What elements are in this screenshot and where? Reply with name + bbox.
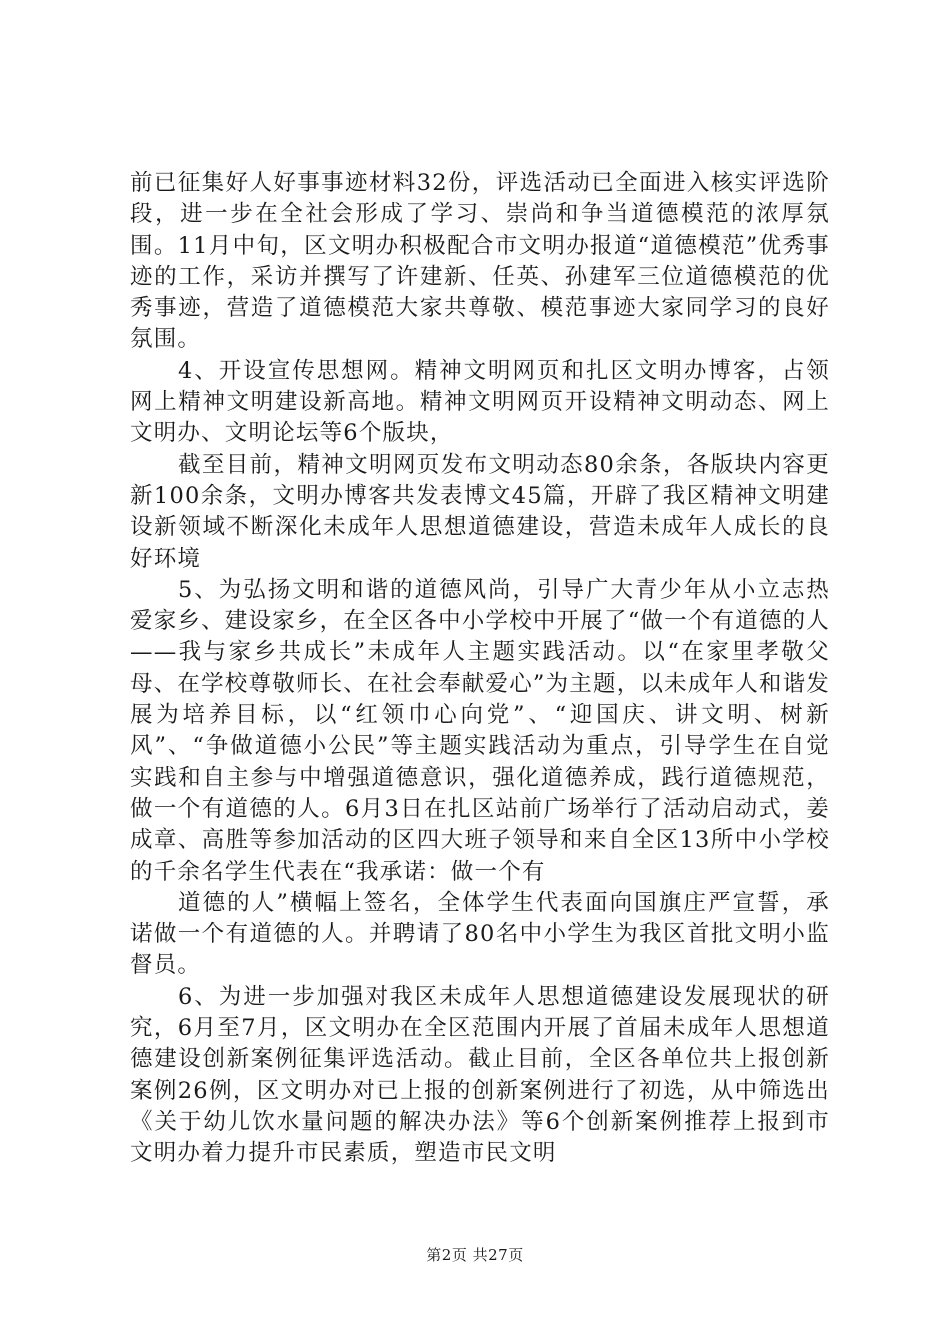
page-number-footer: 第2页 共27页 <box>426 1246 524 1264</box>
paragraph-5: 道德的人”横幅上签名，全体学生代表面向国旗庄严宣誓，承诺做一个有道德的人。并聘请了80名中小学生为我区首批文明小监督员。 <box>130 889 830 979</box>
paragraph-6: 6、为进一步加强对我区未成年人思想道德建设发展现状的研究，6月至7月，区文明办在全区范围内开展了首届未成年人思想道德建设创新案例征集评选活动。截止目前，全区各单位共上报创新案例26例，区文明办对已上报的创新案例进行了初选，从中筛选出《关于幼儿饮水量问题的解决办法》等6个创新案例推荐上报到市文明办着力提升市民素质，塑造市民文明 <box>130 983 830 1167</box>
paragraph-4: 5、为弘扬文明和谐的道德风尚，引导广大青少年从小立志热爱家乡、建设家乡，在全区各中小学校中开展了“做一个有道德的人——我与家乡共成长”未成年人主题实践活动。以“在家里孝敬父母、在学校尊敬师长、在社会奉献爱心”为主题，以未成年人和谐发展为培养目标，以“红领巾心向党”、“迎国庆、讲文明、树新风”、“争做道德小公民”等主题实践活动为重点，引导学生在自觉实践和自主参与中增强道德意识，强化道德养成，践行道德规范，做一个有道德的人。6月3日在扎区站前广场举行了活动启动式，姜成章、高胜等参加活动的区四大班子领导和来自全区13所中小学校的千余名学生代表在“我承诺：做一个有 <box>130 576 831 885</box>
document-body <box>130 168 830 1170</box>
paragraph-1: 前已征集好人好事事迹材料32份，评选活动已全面进入核实评选阶段，进一步在全社会形成了学习、崇尚和争当道德模范的浓厚氛围。11月中旬，区文明办积极配合市文明办报道“道德模范”优秀事迹的工作，采访并撰写了许建新、任英、孙建军三位道德模范的优秀事迹，营造了道德模范大家共尊敬、模范事迹大家同学习的良好氛围。 <box>130 170 830 353</box>
paragraph-3: 截至目前，精神文明网页发布文明动态80余条，各版块内容更新100余条，文明办博客共发表博文45篇，开辟了我区精神文明建设新领域不断深化未成年人思想道德建设，营造未成年人成长的良好环境 <box>130 451 830 572</box>
paragraph-2: 4、开设宣传思想网。精神文明网页和扎区文明办博客，占领网上精神文明建设新高地。精神文明网页开设精神文明动态、网上文明办、文明论坛等6个版块， <box>130 357 830 447</box>
